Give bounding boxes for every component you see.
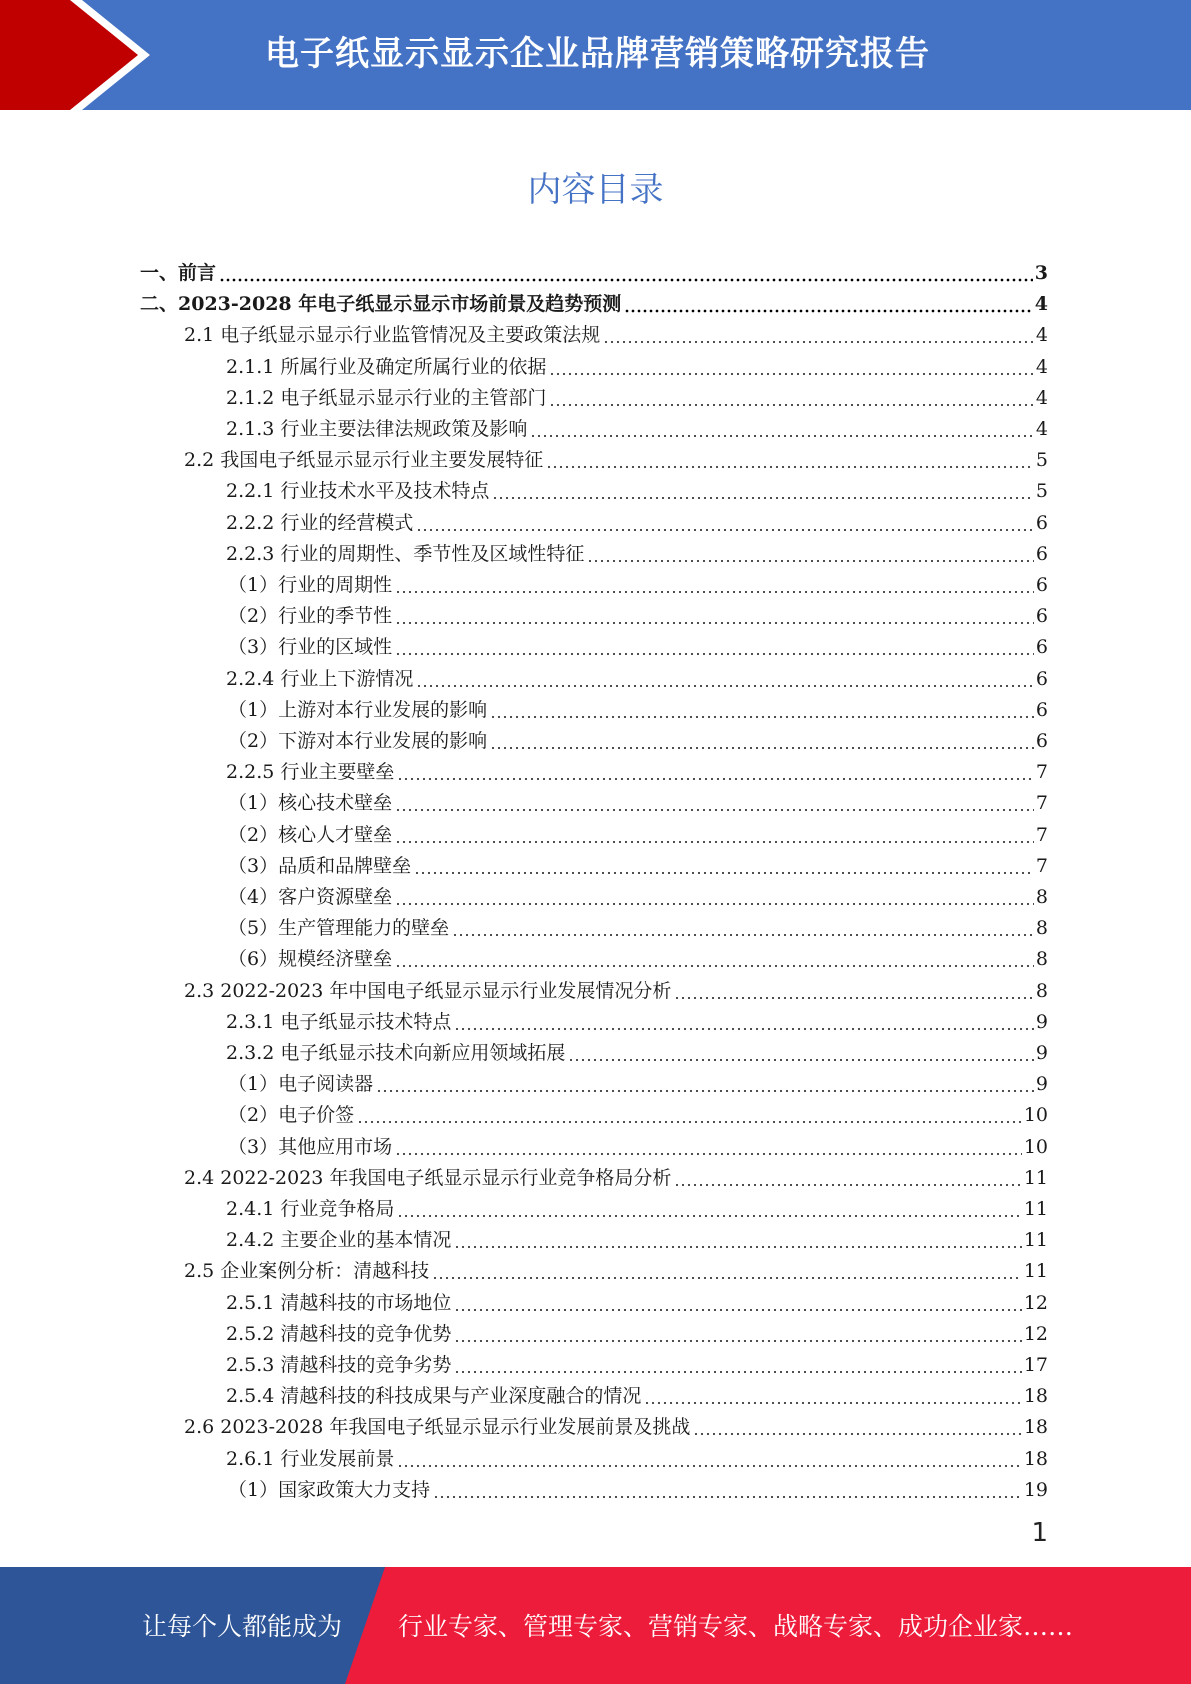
toc-entry[interactable]	[184, 316, 1048, 347]
toc-entry[interactable]	[184, 441, 1048, 472]
toc-leader-dots	[568, 1042, 1034, 1062]
toc-entry[interactable]	[228, 784, 1048, 815]
toc-entry-page: 10	[1023, 1104, 1048, 1127]
toc-entry-page: 3	[1034, 262, 1048, 284]
toc-entry-label: （2）核心人才壁垒	[228, 823, 393, 846]
toc-entry-page: 6	[1035, 698, 1048, 721]
toc-entry-label: 2.3 2022-2023 年中国电子纸显示显示行业发展情况分析	[184, 979, 672, 1002]
toc-entry-page: 18	[1023, 1385, 1048, 1408]
toc-entry[interactable]	[228, 1096, 1048, 1127]
toc-leader-dots	[674, 980, 1033, 1000]
toc-entry-label: 一、前言	[140, 262, 217, 284]
toc-entry-label: 2.4.1 行业竞争格局	[226, 1198, 395, 1220]
toc-entry[interactable]	[228, 1471, 1048, 1502]
toc-entry[interactable]	[226, 1284, 1048, 1315]
toc-entry[interactable]	[228, 691, 1048, 722]
toc-leader-dots	[674, 1167, 1021, 1187]
toc-leader-dots	[490, 699, 1034, 719]
toc-entry[interactable]	[228, 909, 1048, 940]
toc-entry-page: 11	[1023, 1229, 1048, 1252]
toc-entry-page: 11	[1023, 1166, 1048, 1189]
toc-leader-dots	[433, 1479, 1022, 1499]
toc-leader-dots	[492, 480, 1034, 500]
toc-entry-page: 11	[1023, 1198, 1048, 1220]
page-footer	[0, 1567, 1191, 1684]
toc-entry-label: 2.3.1 电子纸显示技术特点	[226, 1010, 452, 1033]
toc-entry-label: （5）生产管理能力的壁垒	[228, 917, 450, 940]
toc-entry-page: 8	[1035, 948, 1048, 971]
red-chevron-icon	[0, 0, 160, 110]
toc-entry-page: 6	[1035, 730, 1048, 752]
toc-entry[interactable]	[228, 1065, 1048, 1096]
toc-entry-label: 2.3.2 电子纸显示技术向新应用领域拓展	[226, 1042, 566, 1064]
toc-leader-dots	[395, 824, 1034, 844]
toc-entry-page: 6	[1035, 605, 1048, 628]
toc-entry-label: 2.6 2023-2028 年我国电子纸显示显示行业发展前景及挑战	[184, 1416, 691, 1439]
toc-entry[interactable]	[226, 1003, 1048, 1034]
toc-entry-page: 8	[1035, 917, 1048, 940]
toc-entry-page: 9	[1035, 1010, 1048, 1033]
toc-entry-label: 2.5.1 清越科技的市场地位	[226, 1291, 452, 1314]
toc-entry[interactable]	[228, 1128, 1048, 1159]
toc-entry-label: 2.4.2 主要企业的基本情况	[226, 1229, 452, 1252]
toc-leader-dots	[454, 1323, 1021, 1343]
toc-entry[interactable]	[226, 1440, 1048, 1471]
toc-entry-page: 4	[1035, 355, 1048, 378]
toc-entry-page: 12	[1023, 1291, 1048, 1314]
toc-entry-label: （1）上游对本行业发展的影响	[228, 698, 488, 721]
toc-entry-page: 4	[1035, 386, 1048, 409]
toc-entry-label: 2.4 2022-2023 年我国电子纸显示显示行业竞争格局分析	[184, 1166, 672, 1189]
toc-leader-dots	[452, 917, 1034, 937]
toc-entry[interactable]	[140, 254, 1048, 285]
toc-entry-page: 6	[1035, 511, 1048, 534]
toc-entry-label: 2.1 电子纸显示显示行业监管情况及主要政策法规	[184, 324, 601, 347]
toc-entry[interactable]	[226, 535, 1048, 566]
toc-entry-page: 17	[1023, 1354, 1048, 1376]
toc-leader-dots	[546, 449, 1034, 469]
toc-leader-dots	[454, 1011, 1034, 1031]
toc-entry-page: 12	[1023, 1322, 1048, 1345]
toc-entry-page: 7	[1035, 761, 1048, 784]
toc-entry-label: 二、2023-2028 年电子纸显示显示市场前景及趋势预测	[140, 293, 622, 316]
toc-entry-label: 2.2.5 行业主要壁垒	[226, 761, 395, 784]
toc-entry[interactable]	[228, 597, 1048, 628]
toc-leader-dots	[624, 293, 1033, 313]
toc-leader-dots	[549, 387, 1034, 407]
toc-entry[interactable]	[184, 1159, 1048, 1190]
toc-entry-label: 2.2.3 行业的周期性、季节性及区域性特征	[226, 542, 585, 565]
toc-leader-dots	[454, 1354, 1021, 1374]
toc-entry-page: 11	[1023, 1260, 1048, 1283]
toc-entry[interactable]	[226, 379, 1048, 410]
toc-entry[interactable]	[228, 722, 1048, 753]
toc-entry-label: （1）电子阅读器	[228, 1073, 374, 1096]
toc-entry[interactable]	[226, 1346, 1048, 1377]
toc-entry-label: （6）规模经济壁垒	[228, 948, 393, 971]
toc-leader-dots	[587, 543, 1034, 563]
toc-entry[interactable]	[226, 1315, 1048, 1346]
toc-leader-dots	[693, 1416, 1021, 1436]
toc-leader-dots	[395, 948, 1034, 968]
toc-entry-page: 7	[1035, 854, 1048, 877]
page-number: 1	[1031, 1518, 1048, 1548]
toc-entry-label: 2.5.3 清越科技的竞争劣势	[226, 1354, 452, 1376]
toc-leader-dots	[395, 605, 1034, 625]
toc-entry-page: 7	[1035, 792, 1048, 815]
toc-entry-page: 18	[1023, 1447, 1048, 1470]
toc-leader-dots	[395, 792, 1034, 812]
toc-entry[interactable]	[226, 660, 1048, 691]
toc-entry[interactable]	[228, 878, 1048, 909]
toc-leader-dots	[416, 668, 1034, 688]
toc-leader-dots	[357, 1104, 1022, 1124]
toc-entry-label: （2）下游对本行业发展的影响	[228, 730, 488, 752]
toc-entry[interactable]	[226, 348, 1048, 379]
toc-leader-dots	[395, 886, 1034, 906]
toc-entry[interactable]	[226, 1034, 1048, 1065]
toc-entry[interactable]	[184, 972, 1048, 1003]
toc-entry-label: 2.5.2 清越科技的竞争优势	[226, 1322, 452, 1345]
toc-entry-page: 6	[1035, 667, 1048, 690]
toc-entry-page: 6	[1035, 574, 1048, 596]
toc-entry-page: 8	[1035, 886, 1048, 908]
toc-entry-page: 4	[1034, 293, 1048, 316]
toc-entry[interactable]	[226, 504, 1048, 535]
toc-entry[interactable]	[228, 847, 1048, 878]
toc-entry-label: 2.5 企业案例分析：清越科技	[184, 1260, 430, 1283]
toc-entry[interactable]	[226, 472, 1048, 503]
toc-leader-dots	[416, 512, 1034, 532]
footer-slogan-left: 让每个人都能成为	[142, 1612, 343, 1641]
toc-entry-page: 8	[1035, 979, 1048, 1002]
toc-leader-dots	[395, 574, 1034, 594]
toc-entry-label: 2.2.2 行业的经营模式	[226, 511, 414, 534]
toc-leader-dots	[603, 324, 1034, 344]
toc-entry-label: 2.5.4 清越科技的科技成果与产业深度融合的情况	[226, 1385, 642, 1408]
toc-entry-label: （1）核心技术壁垒	[228, 792, 393, 815]
toc-entry[interactable]	[226, 1377, 1048, 1408]
toc-entry[interactable]	[184, 1252, 1048, 1283]
toc-leader-dots	[414, 855, 1034, 875]
toc-entry[interactable]	[184, 1408, 1048, 1439]
toc-entry-page: 18	[1023, 1416, 1048, 1439]
toc-entry[interactable]	[228, 628, 1048, 659]
toc-entry-page: 10	[1023, 1135, 1048, 1158]
toc-entry[interactable]	[228, 816, 1048, 847]
toc-entry-label: 2.1.2 电子纸显示显示行业的主管部门	[226, 386, 547, 409]
toc-leader-dots	[397, 1198, 1021, 1218]
toc-entry-page: 7	[1035, 823, 1048, 846]
toc-leader-dots	[549, 356, 1034, 376]
toc-leader-dots	[219, 262, 1033, 282]
toc-leader-dots	[376, 1073, 1034, 1093]
toc-entry-label: （2）电子价签	[228, 1104, 355, 1127]
toc-entry[interactable]	[228, 566, 1048, 597]
toc-entry[interactable]	[226, 1190, 1048, 1221]
report-header	[0, 0, 1191, 110]
footer-slogan-right: 行业专家、管理专家、营销专家、战略专家、成功企业家……	[398, 1612, 1074, 1641]
toc-entry[interactable]	[228, 940, 1048, 971]
toc-entry-page: 6	[1035, 636, 1048, 659]
toc-leader-dots	[432, 1260, 1022, 1280]
toc-leader-dots	[490, 730, 1034, 750]
toc-entry-label: 2.1.3 行业主要法律法规政策及影响	[226, 418, 528, 440]
toc-entry-label: （4）客户资源壁垒	[228, 886, 393, 908]
toc-leader-dots	[530, 418, 1034, 438]
toc-entry-page: 4	[1035, 418, 1048, 440]
toc-leader-dots	[644, 1385, 1021, 1405]
toc-entry-label: 2.2.1 行业技术水平及技术特点	[226, 480, 490, 503]
toc-entry[interactable]	[226, 1221, 1048, 1252]
toc-entry-label: （3）其他应用市场	[228, 1135, 393, 1158]
toc-entry-page: 19	[1023, 1478, 1048, 1501]
toc-leader-dots	[397, 761, 1034, 781]
toc-entry-label: 2.2.4 行业上下游情况	[226, 667, 414, 690]
toc-entry[interactable]	[140, 285, 1048, 316]
toc-entry-label: 2.6.1 行业发展前景	[226, 1447, 395, 1470]
toc-entry-label: 2.1.1 所属行业及确定所属行业的依据	[226, 355, 547, 378]
toc-entry-page: 9	[1035, 1073, 1048, 1096]
toc-entry-label: （2）行业的季节性	[228, 605, 393, 628]
toc-entry-label: （1）国家政策大力支持	[228, 1478, 431, 1501]
toc-entry-label: （1）行业的周期性	[228, 574, 393, 596]
toc-leader-dots	[454, 1292, 1021, 1312]
report-title: 电子纸显示显示企业品牌营销策略研究报告	[265, 34, 930, 74]
toc-entry[interactable]	[226, 753, 1048, 784]
toc-heading: 内容目录	[527, 170, 664, 210]
toc-entry-label: （3）行业的区域性	[228, 636, 393, 659]
toc-entry-page: 4	[1035, 324, 1048, 347]
toc-entry-page: 6	[1035, 542, 1048, 565]
toc-leader-dots	[397, 1448, 1021, 1468]
toc-entry-label: （3）品质和品牌壁垒	[228, 854, 412, 877]
toc-leader-dots	[395, 636, 1034, 656]
toc-entry-label: 2.2 我国电子纸显示显示行业主要发展特征	[184, 449, 544, 472]
toc-entry-page: 5	[1035, 449, 1048, 472]
toc-leader-dots	[454, 1229, 1021, 1249]
toc-entry-page: 9	[1035, 1042, 1048, 1064]
toc-entry[interactable]	[226, 410, 1048, 441]
toc-entry-page: 5	[1035, 480, 1048, 503]
toc-leader-dots	[395, 1136, 1022, 1156]
